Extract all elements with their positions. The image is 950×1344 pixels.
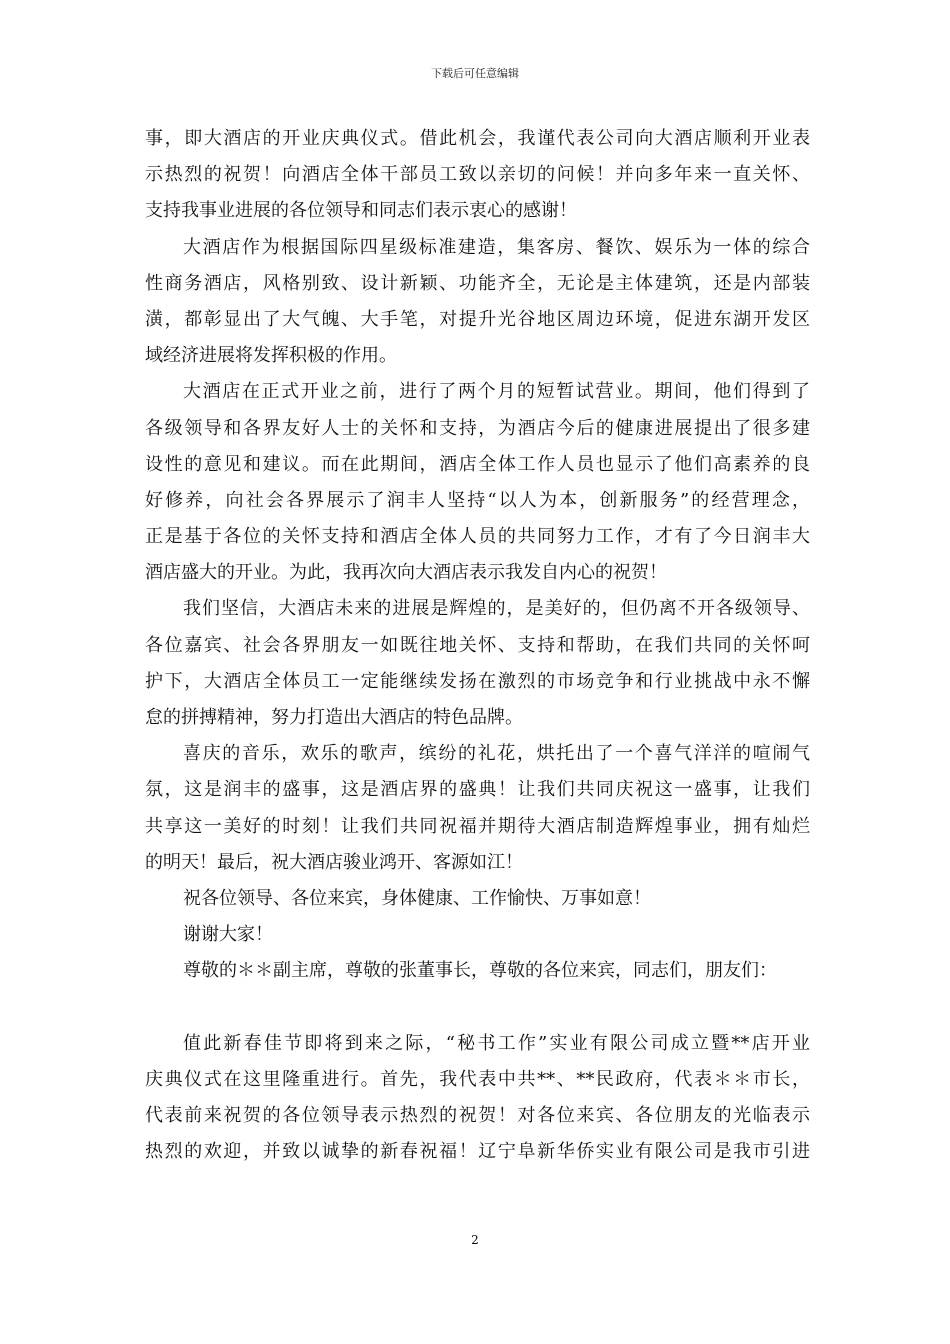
text-line: 怠的拼搏精神，努力打造出大酒店的特色品牌。	[145, 707, 523, 728]
text-line: 好修养，向社会各界展示了润丰人坚持“以人为本，创新服务”的经营理念，	[145, 489, 810, 511]
text-line: 酒店盛大的开业。为此，我再次向大酒店表示我发自内心的祝贺！	[145, 562, 667, 584]
text-line: 示热烈的祝贺！向酒店全体干部员工致以亲切的问候！并向多年来一直关怀、	[145, 164, 810, 186]
text-line: 共享这一美好的时刻！让我们共同祝福并期待大酒店制造辉煌事业，拥有灿烂	[145, 815, 810, 837]
text-line: 事，即大酒店的开业庆典仪式。借此机会，我谨代表公司向大酒店顺利开业表	[145, 128, 810, 149]
text-line: 庆典仪式在这里隆重进行。首先，我代表中共**、**民政府，代表＊＊市长，	[145, 1068, 810, 1090]
text-line: 大酒店在正式开业之前，进行了两个月的短暂试营业。期间，他们得到了	[183, 381, 810, 403]
text-line: 各位嘉宾、社会各界朋友一如既往地关怀、支持和帮助，在我们共同的关怀呵	[145, 634, 810, 656]
text-line: 各级领导和各界友好人士的关怀和支持，为酒店今后的健康进展提出了很多建	[145, 417, 810, 439]
text-line: 值此新春佳节即将到来之际，“秘书工作”实业有限公司成立暨**店开业	[183, 1032, 810, 1054]
text-line: 谢谢大家！	[183, 924, 273, 946]
blank-line	[145, 990, 810, 1026]
text-line: 尊敬的＊＊副主席，尊敬的张董事长，尊敬的各位来宾，同志们，朋友们：	[183, 960, 777, 982]
page-number: 2	[471, 1233, 479, 1247]
text-line: 支持我事业进展的各位领导和同志们表示衷心的感谢！	[145, 200, 577, 222]
text-line: 域经济进展将发挥积极的作用。	[145, 345, 397, 367]
text-line: 性商务酒店，风格别致、设计新颖、功能齐全，无论是主体建筑，还是内部装	[145, 272, 810, 294]
text-line: 氛，这是润丰的盛事，这是酒店界的盛典！让我们共同庆祝这一盛事，让我们	[145, 779, 810, 801]
text-line: 潢，都彰显出了大气魄、大手笔，对提升光谷地区周边环境，促进东湖开发区	[145, 308, 810, 330]
text-line: 代表前来祝贺的各位领导表示热烈的祝贺！对各位来宾、各位朋友的光临表示	[145, 1105, 810, 1127]
text-line: 祝各位领导、各位来宾，身体健康、工作愉快、万事如意！	[183, 887, 651, 909]
text-line: 我们坚信，大酒店未来的进展是辉煌的，是美好的，但仍离不开各级领导、	[183, 598, 810, 620]
text-line: 热烈的欢迎，并致以诚挚的新春祝福！辽宁阜新华侨实业有限公司是我市引进	[145, 1141, 810, 1163]
text-line: 护下，大酒店全体员工一定能继续发扬在激烈的市场竞争和行业挑战中永不懈	[145, 670, 810, 692]
text-line: 喜庆的音乐，欢乐的歌声，缤纷的礼花，烘托出了一个喜气洋洋的喧闹气	[183, 743, 810, 765]
body-text	[145, 121, 810, 1170]
text-line: 正是基于各位的关怀支持和酒店全体人员的共同努力工作，才有了今日润丰大	[145, 526, 810, 548]
text-line: 大酒店作为根据国际四星级标准建造，集客房、餐饮、娱乐为一体的综合	[183, 236, 810, 258]
page-header: 下载后可任意编辑	[431, 67, 519, 80]
text-line: 的明天！最后，祝大酒店骏业鸿开、客源如江！	[145, 851, 523, 873]
text-line: 设性的意见和建议。而在此期间，酒店全体工作人员也显示了他们高素养的良	[145, 453, 810, 475]
